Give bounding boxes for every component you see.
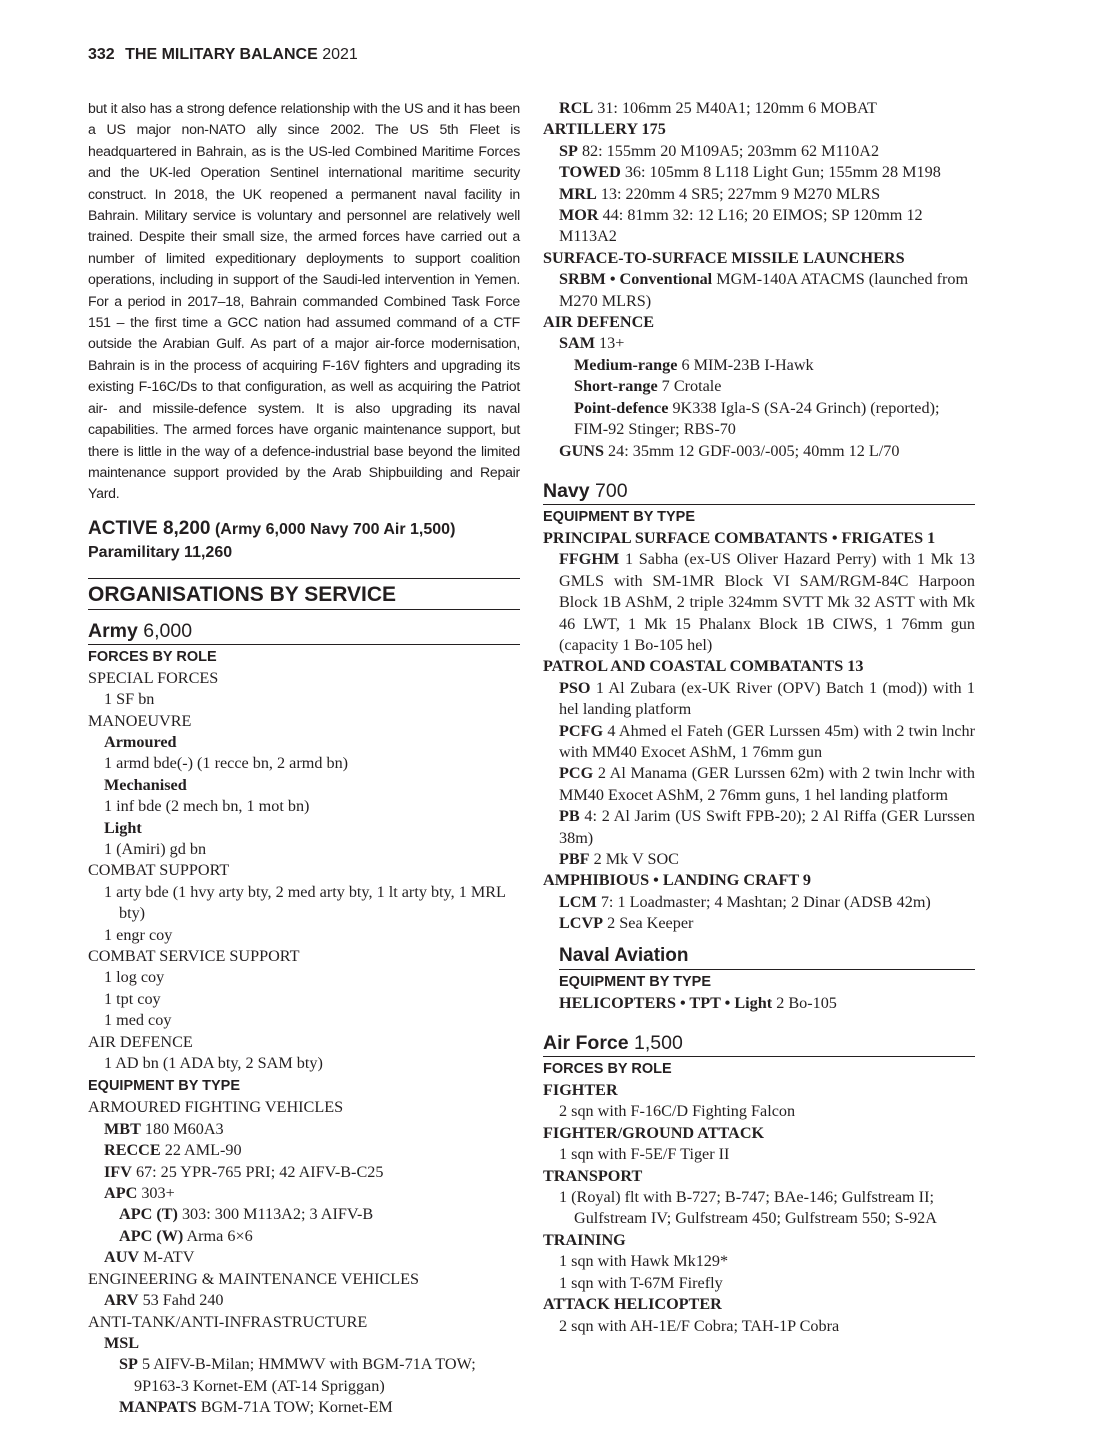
arty-bde: 1 arty bde (1 hvy arty bty, 2 med arty bty, 1 lt arty bty, 1 MRL bty) (104, 882, 506, 923)
active-label: ACTIVE 8,200 (88, 517, 211, 539)
lcm-value: 7: 1 Loadmaster; 4 Mashtan; 2 Dinar (ADSB 42m) (600, 892, 931, 911)
navy-heading (543, 478, 975, 505)
helicopters-row (559, 993, 975, 1014)
guns-row (543, 441, 975, 462)
srbm-value: MGM-140A ATACMS (launched from M270 MLRS) (559, 270, 969, 310)
rcl-row (543, 98, 975, 119)
pso-label: PSO (559, 678, 591, 697)
msl-sp-value: 5 AIFV-B-Milan; HMMWV with BGM-71A TOW; 9P163-3 Kornet-EM (AT-14 Spriggan) (134, 1355, 476, 1395)
sam-label: SAM (559, 334, 595, 353)
mrl-row (543, 184, 975, 205)
point-defence-label: Point-defence (574, 398, 669, 417)
apc-w-value: Arma 6×6 (186, 1226, 253, 1245)
publication-year: 2021 (322, 46, 358, 63)
mechanised-unit: 1 inf bde (2 mech bn, 1 mot bn) (104, 797, 310, 816)
ifv-row (88, 1162, 520, 1183)
combat-support-heading: COMBAT SUPPORT (88, 861, 230, 880)
fighter-unit: 2 sqn with F-16C/D Fighting Falcon (559, 1102, 796, 1121)
air-force-heading (543, 1030, 975, 1057)
air-force-name: Air Force (543, 1032, 629, 1055)
recce-row (88, 1140, 520, 1161)
art-sp-row (543, 141, 975, 162)
naval-aviation-name: Naval Aviation (559, 944, 689, 966)
mor-row (543, 205, 975, 248)
psc-heading: PRINCIPAL SURFACE COMBATANTS • FRIGATES 1 (543, 528, 936, 547)
auv-row (88, 1247, 520, 1268)
recce-label: RECCE (104, 1141, 161, 1160)
art-sp-label: SP (559, 141, 578, 160)
active-detail: (Army 6,000 Navy 700 Air 1,500) (214, 520, 456, 538)
intro-paragraph: but it also has a strong defence relationship with the US and it has been a US major non-NATO ally since 2002. The US 5th Fleet is headquartered in Bahrain, as is the US-led Combined Maritime Forces and the UK-led Operation Sentinel international maritime security construct. In 2018, the UK reopened a permanent naval facility in Bahrain. Military service is voluntary and personnel are relatively well trained. Despite their small size, the armed forces have carried out a number of limited expeditionary deployments to support coalition operations, including in support of the Saudi-led intervention in Yemen. For a period in 2017–18, Bahrain commanded Combined Task Force 151 – the first time a GCC nation had assumed command of a CTF outside the Arabian Gulf. As part of a major air-force modernisation, Bahrain is in the process of acquiring F-16V fighters and upgrading its existing F-16C/Ds to that configuration, as well as acquiring the Patriot air- and missile-defence system. It is also upgrading its naval capabilities. The armed forces have organic maintenance support, but there is little in the way of a defence-industrial base beyond the limited maintenance support provided by the Arab Shipbuilding and Repair Yard. (88, 100, 520, 502)
lcvp-value: 2 Sea Keeper (607, 914, 694, 933)
army-name: Army (88, 619, 138, 642)
lcm-label: LCM (559, 892, 597, 911)
mor-value: 44: 81mm 32: 12 L16; 20 EIMOS; SP 120mm 12 M113A2 (559, 206, 923, 246)
armoured-unit: 1 armd bde(-) (1 recce bn, 2 armd bn) (104, 754, 349, 773)
naval-aviation-heading (559, 943, 975, 970)
art-sp-value: 82: 155mm 20 M109A5; 203mm 62 M110A2 (581, 141, 880, 160)
pb-row (543, 806, 975, 849)
publication-title: THE MILITARY BALANCE (125, 46, 318, 63)
organisations-heading: ORGANISATIONS BY SERVICE (88, 578, 520, 610)
pso-row (543, 678, 975, 721)
point-defence-row (543, 398, 975, 441)
fga-heading: FIGHTER/GROUND ATTACK (543, 1123, 765, 1142)
eng-maint-heading: ENGINEERING & MAINTENANCE VEHICLES (88, 1269, 420, 1288)
army-equipment-by-type: EQUIPMENT BY TYPE (88, 1078, 241, 1095)
guns-label: GUNS (559, 441, 604, 460)
pcfg-row (543, 721, 975, 764)
helicopters-label: HELICOPTERS • TPT • Light (559, 993, 773, 1012)
patrol-heading: PATROL AND COASTAL COMBATANTS 13 (543, 657, 864, 676)
manpats-value: BGM-71A TOW; Kornet-EM (200, 1398, 393, 1417)
point-defence-value: 9K338 Igla-S (SA-24 Grinch) (reported); FIM-92 Stinger; RBS-70 (574, 398, 940, 439)
pcg-label: PCG (559, 764, 594, 783)
light-unit: 1 (Amiri) gd bn (104, 839, 207, 858)
transport-unit: 1 (Royal) flt with B-727; B-747; BAe-146; Gulfstream II; Gulfstream IV; Gulfstream 450; Gulfstream 550; S-92A (559, 1188, 937, 1228)
arv-label: ARV (104, 1291, 139, 1310)
manoeuvre-heading: MANOEUVRE (88, 711, 192, 730)
auv-value: M-ATV (143, 1248, 195, 1267)
sf-bn: 1 SF bn (104, 690, 155, 709)
manpats-row (88, 1397, 520, 1418)
sam-row (543, 333, 975, 354)
srbm-row (543, 269, 975, 312)
msl-heading: MSL (104, 1333, 140, 1352)
apc-t-label: APC (T) (119, 1205, 178, 1224)
artillery-heading: ARTILLERY 175 (543, 120, 666, 139)
pbf-label: PBF (559, 850, 590, 868)
attack-heli-unit: 2 sqn with AH-1E/F Cobra; TAH-1P Cobra (559, 1316, 840, 1335)
training-unit-1: 1 sqn with Hawk Mk129* (559, 1252, 729, 1271)
mbt-label: MBT (104, 1119, 141, 1138)
army-heading (88, 618, 520, 645)
ffghm-label: FFGHM (559, 550, 620, 569)
air-defence-heading: AIR DEFENCE (88, 1032, 193, 1051)
light-heading: Light (104, 818, 142, 837)
training-heading: TRAINING (543, 1230, 626, 1249)
transport-heading: TRANSPORT (543, 1166, 643, 1185)
air-defence-eq-heading: AIR DEFENCE (543, 313, 655, 332)
sam-value: 13+ (599, 334, 625, 353)
ifv-value: 67: 25 YPR-765 PRI; 42 AIFV-B-C25 (135, 1162, 384, 1181)
pb-label: PB (559, 807, 580, 826)
lcvp-row (543, 913, 975, 934)
mechanised-heading: Mechanised (104, 775, 187, 794)
special-forces-heading: SPECIAL FORCES (88, 668, 219, 687)
training-unit-2: 1 sqn with T-67M Firefly (559, 1273, 723, 1292)
apc-t-value: 303: 300 M113A2; 3 AIFV-B (181, 1205, 374, 1224)
med-coy: 1 med coy (104, 1011, 172, 1030)
tpt-coy: 1 tpt coy (104, 989, 161, 1008)
medium-range-row (543, 355, 975, 376)
manpats-label: MANPATS (119, 1398, 197, 1417)
short-range-row (543, 376, 975, 397)
apc-row (88, 1183, 520, 1204)
pcg-row (543, 763, 975, 806)
combat-service-support-heading: COMBAT SERVICE SUPPORT (88, 947, 300, 965)
engr-coy: 1 engr coy (104, 925, 173, 944)
air-force-forces-by-role: FORCES BY ROLE (543, 1061, 672, 1078)
guns-value: 24: 35mm 12 GDF-003/-005; 40mm 12 L/70 (608, 441, 900, 460)
lcm-row (543, 892, 975, 913)
navy-name: Navy (543, 479, 590, 502)
apc-w-row (88, 1226, 520, 1247)
medium-range-label: Medium-range (574, 355, 678, 374)
army-strength: 6,000 (143, 619, 193, 642)
medium-range-value: 6 MIM-23B I-Hawk (681, 355, 814, 374)
attack-heli-heading: ATTACK HELICOPTER (543, 1295, 722, 1314)
helicopters-value: 2 Bo-105 (776, 993, 837, 1012)
naval-aviation-equipment: EQUIPMENT BY TYPE (559, 973, 712, 990)
mor-label: MOR (559, 206, 599, 225)
navy-equipment-by-type: EQUIPMENT BY TYPE (543, 508, 696, 525)
pbf-row (543, 849, 975, 870)
pcfg-value: 4 Ahmed el Fateh (GER Lurssen 45m) with 2 twin lnchr with MM40 Exocet AShM, 1 76mm gun (559, 721, 975, 761)
mrl-value: 13: 220mm 4 SR5; 227mm 9 M270 MLRS (600, 184, 881, 203)
pcg-value: 2 Al Manama (GER Lurssen 62m) with 2 twin lnchr with MM40 Exocet AShM, 2 76mm guns, 1 hel landing platform (559, 764, 975, 804)
mbt-value: 180 M60A3 (144, 1119, 224, 1138)
short-range-label: Short-range (574, 377, 658, 396)
afv-heading: ARMOURED FIGHTING VEHICLES (88, 1098, 344, 1117)
right-column (543, 98, 975, 1337)
ad-bn: 1 AD bn (1 ADA bty, 2 SAM bty) (104, 1054, 323, 1073)
air-force-strength: 1,500 (634, 1032, 683, 1055)
armoured-heading: Armoured (104, 732, 177, 751)
active-strength (88, 517, 520, 541)
pcfg-label: PCFG (559, 721, 604, 740)
arv-row (88, 1290, 520, 1311)
log-coy: 1 log coy (104, 968, 165, 987)
paramilitary-strength: Paramilitary 11,260 (88, 543, 233, 561)
amphibious-heading: AMPHIBIOUS • LANDING CRAFT 9 (543, 871, 811, 890)
apc-value: 303+ (141, 1184, 175, 1203)
pb-value: 4: 2 Al Jarim (US Swift FPB-20); 2 Al Riffa (GER Lurssen 38m) (559, 807, 975, 847)
msl-sp-label: SP (119, 1355, 138, 1374)
page-number: 332 (88, 46, 115, 63)
towed-label: TOWED (559, 163, 621, 182)
recce-value: 22 AML-90 (164, 1141, 242, 1160)
left-column (88, 98, 520, 1419)
rcl-value: 31: 106mm 25 M40A1; 120mm 6 MOBAT (597, 99, 877, 117)
ffghm-row (543, 549, 975, 656)
army-forces-by-role: FORCES BY ROLE (88, 648, 217, 665)
arv-value: 53 Fahd 240 (142, 1291, 224, 1310)
msl-sp-row (88, 1354, 520, 1397)
apc-label: APC (104, 1184, 138, 1203)
fga-unit: 1 sqn with F-5E/F Tiger II (559, 1145, 730, 1164)
pso-value: 1 Al Zubara (ex-UK River (OPV) Batch 1 (mod)) with 1 hel landing platform (559, 678, 976, 719)
lcvp-label: LCVP (559, 914, 604, 933)
navy-strength: 700 (595, 479, 628, 502)
towed-value: 36: 105mm 8 L118 Light Gun; 155mm 28 M198 (624, 163, 941, 182)
apc-t-row (88, 1204, 520, 1225)
apc-w-label: APC (W) (119, 1226, 184, 1245)
pbf-value: 2 Mk V SOC (593, 850, 679, 868)
ffghm-value: 1 Sabha (ex-US Oliver Hazard Perry) with 1 Mk 13 GMLS with SM-1MR Block VI SAM/RGM-84C Harpoon Block 1B AShM, 2 triple 324mm SVTT Mk 32 ASTT with Mk 46 LWT, 1 Mk 15 Phalanx Block 1B CIWS, 1 76mm gun (capacity 1 Bo-105 hel) (559, 550, 975, 654)
ifv-label: IFV (104, 1162, 132, 1181)
anti-tank-heading: ANTI-TANK/ANTI-INFRASTRUCTURE (88, 1312, 368, 1331)
rcl-label: RCL (559, 99, 594, 117)
mbt-row (88, 1119, 520, 1140)
mrl-label: MRL (559, 184, 597, 203)
short-range-value: 7 Crotale (661, 377, 722, 396)
sslm-heading: SURFACE-TO-SURFACE MISSILE LAUNCHERS (543, 248, 905, 267)
auv-label: AUV (104, 1248, 140, 1267)
srbm-label: SRBM • Conventional (559, 270, 713, 289)
running-header (88, 46, 358, 64)
towed-row (543, 162, 975, 183)
fighter-heading: FIGHTER (543, 1081, 618, 1100)
